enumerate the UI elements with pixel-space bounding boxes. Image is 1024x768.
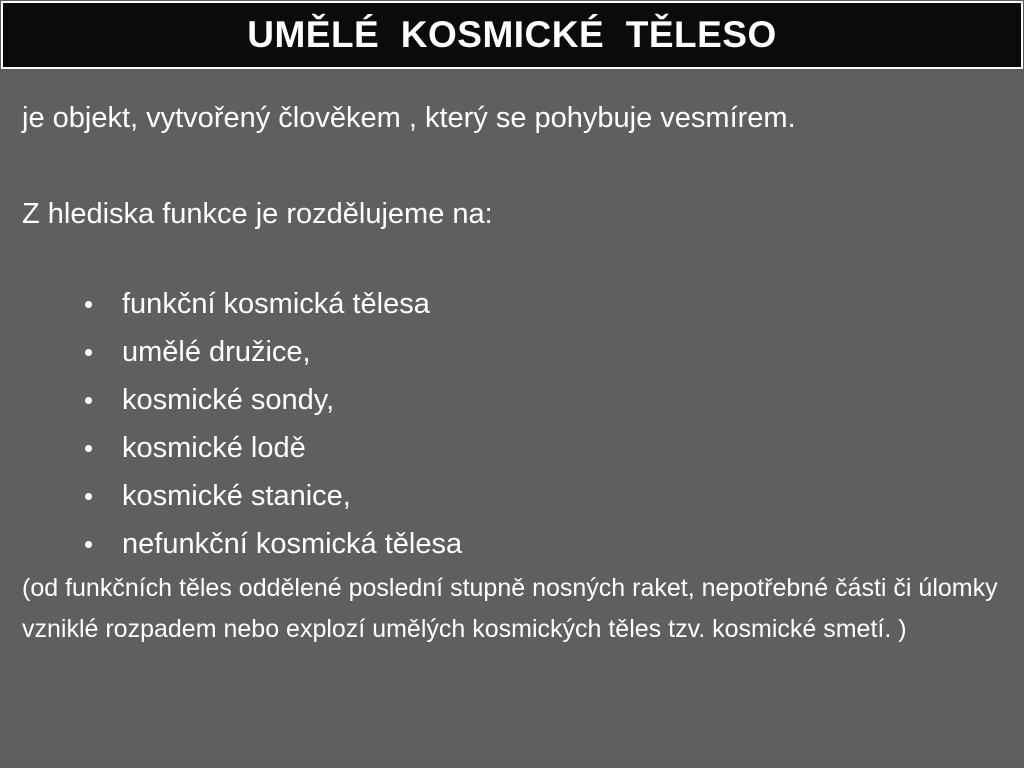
definition-text: je objekt, vytvořený člověkem , který se pohybuje vesmírem.	[22, 102, 796, 134]
list-item-text: kosmické sondy,	[122, 384, 335, 416]
bullet-list	[22, 280, 1012, 568]
list-item-text: kosmické lodě	[122, 432, 306, 464]
slide-content	[22, 98, 1012, 650]
bullet-icon: •	[84, 481, 94, 511]
bullet-icon: •	[84, 289, 94, 319]
bullet-icon: •	[84, 529, 94, 559]
list-item	[84, 328, 1012, 376]
list-item	[84, 424, 1012, 472]
list-item-text: funkční kosmická tělesa	[122, 288, 430, 320]
bullet-icon: •	[84, 433, 94, 463]
list-item-text: kosmické stanice,	[122, 480, 351, 512]
list-item-text: nefunkční kosmická tělesa	[122, 528, 463, 560]
note-text: (od funkčních těles oddělené poslední stupně nosných raket, nepotřebné části či úlomky vzniklé rozpadem nebo explozí umělých kosmických těles tzv. kosmické smetí. )	[22, 574, 998, 643]
list-item	[84, 520, 1012, 568]
division-intro-text: Z hlediska funkce je rozdělujeme na:	[22, 198, 493, 230]
list-item	[84, 472, 1012, 520]
list-item	[84, 376, 1012, 424]
slide-title: UMĚLÉ KOSMICKÉ TĚLESO	[247, 14, 777, 55]
list-item	[84, 280, 1012, 328]
title-bar	[1, 1, 1023, 69]
list-item-text: umělé družice,	[122, 336, 311, 368]
bullet-icon: •	[84, 385, 94, 415]
bullet-icon: •	[84, 337, 94, 367]
